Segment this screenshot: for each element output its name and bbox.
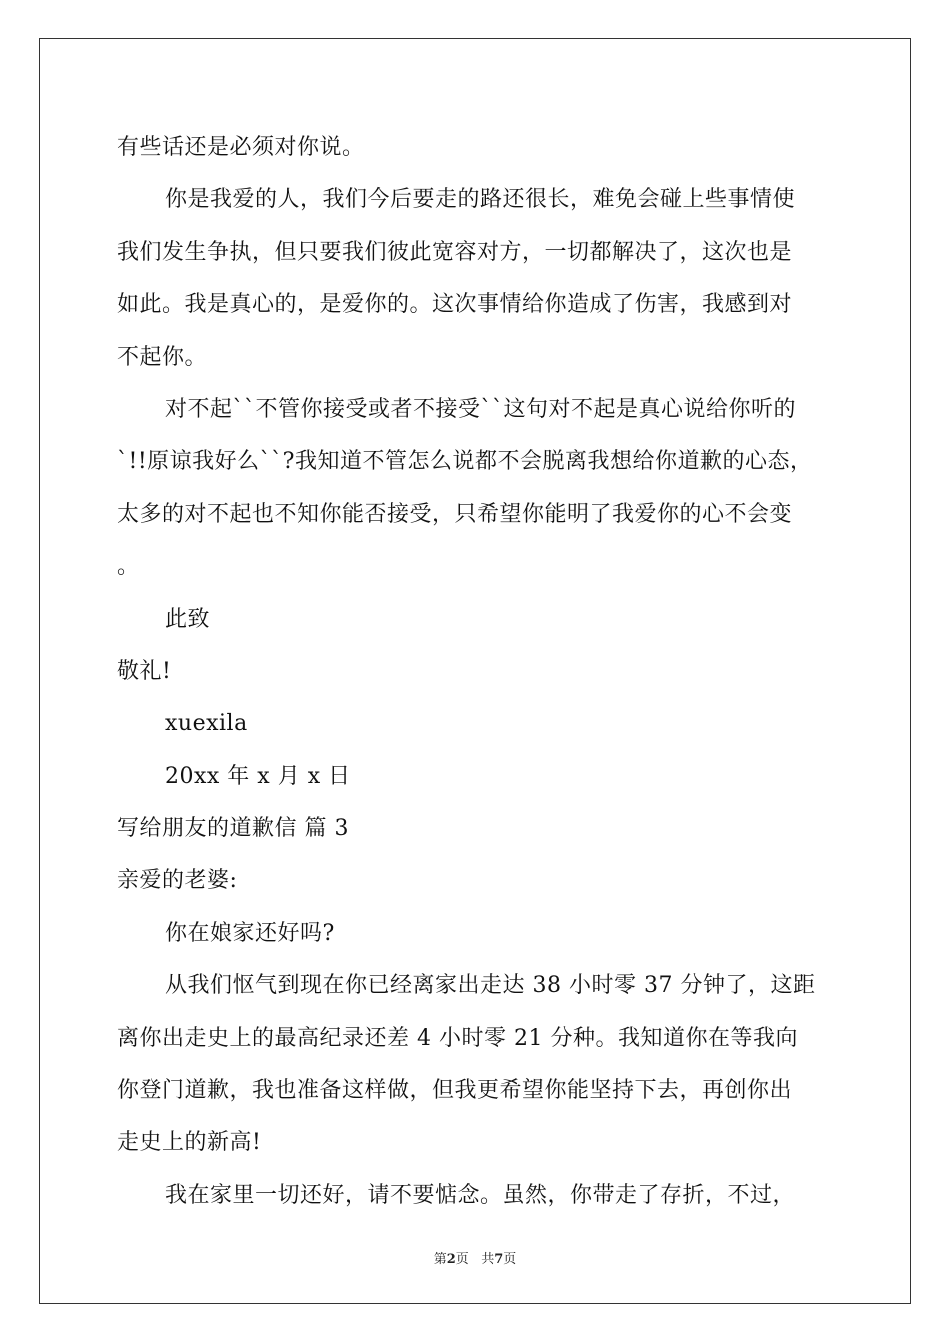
text-line: 离你出走史上的最高纪录还差 4 小时零 21 分种。我知道你在等我向 <box>117 1025 798 1051</box>
text-line: 不起你。 <box>117 344 208 370</box>
text-line: 。 <box>117 554 140 580</box>
page-total-prefix: 共 <box>481 1252 495 1267</box>
text-line: 你在娘家还好吗? <box>165 920 335 946</box>
closing-regards: 敬礼! <box>117 658 172 684</box>
text-line: 对不起``不管你接受或者不接受``这句对不起是真心说给你听的 <box>165 396 797 422</box>
letter-date: 20xx 年 x 月 x 日 <box>165 763 351 789</box>
text-line: 有些话还是必须对你说。 <box>117 135 365 160</box>
text-line: 我们发生争执，但只要我们彼此宽容对方，一切都解决了，这次也是 <box>117 239 793 265</box>
signature: xuexila <box>165 711 248 737</box>
closing-salutation: 此致 <box>165 606 211 632</box>
text-line: 如此。我是真心的，是爱你的。这次事情给你造成了伤害，我感到对 <box>117 292 793 318</box>
text-line: 你登门道歉，我也准备这样做，但我更希望你能坚持下去，再创你出 <box>117 1078 793 1104</box>
document-body <box>117 128 837 1228</box>
page-mid: 页 <box>455 1252 469 1267</box>
section-heading: 写给朋友的道歉信 篇 3 <box>117 816 349 842</box>
page-suffix: 页 <box>503 1252 517 1267</box>
text-line: 你是我爱的人，我们今后要走的路还很长，难免会碰上些事情使 <box>165 187 796 213</box>
text-line: 从我们怄气到现在你已经离家出走达 38 小时零 37 分钟了，这距 <box>165 973 816 999</box>
page-prefix: 第 <box>433 1252 447 1267</box>
text-line: `!!原谅我好么``?我知道不管怎么说都不会脱离我想给你道歉的心态， <box>117 449 813 475</box>
page-total: 7 <box>494 1252 504 1267</box>
page-current: 2 <box>446 1252 456 1267</box>
text-line: 走史上的新高! <box>117 1130 262 1156</box>
letter-greeting: 亲爱的老婆: <box>117 868 238 894</box>
text-line: 太多的对不起也不知你能否接受，只希望你能明了我爱你的心不会变 <box>117 501 793 527</box>
page-footer <box>0 1248 950 1267</box>
text-line: 我在家里一切还好，请不要惦念。虽然，你带走了存折，不过， <box>165 1182 796 1208</box>
